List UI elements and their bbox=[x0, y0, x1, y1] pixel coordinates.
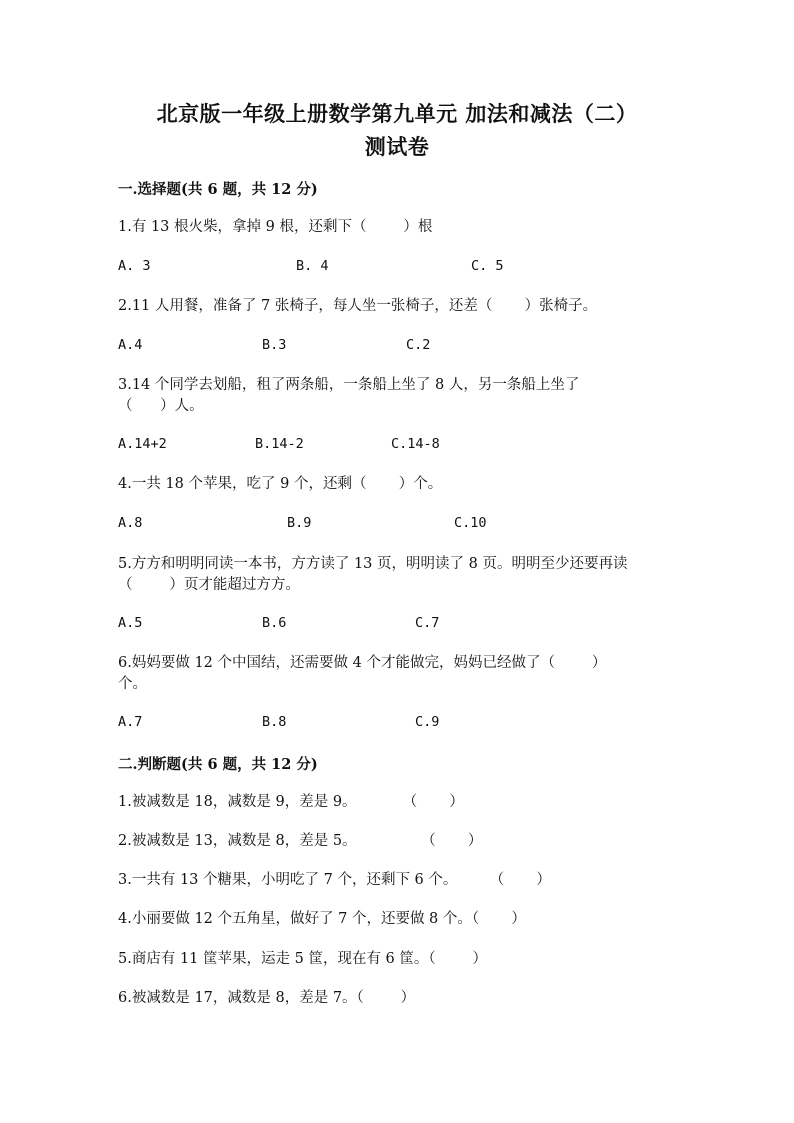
question-6-option-c: C.9 bbox=[415, 714, 440, 730]
judgment-item-2: 2.被减数是 13，减数是 8，差是 5。 （ ） bbox=[118, 833, 483, 849]
question-2-stem: 2.11 人用餐，准备了 7 张椅子，每人坐一张椅子，还差（ ）张椅子。 bbox=[118, 298, 598, 314]
question-5-option-a: A.5 bbox=[118, 615, 143, 631]
question-6-option-a: A.7 bbox=[118, 714, 143, 730]
question-3-stem-line2: （ ）人。 bbox=[118, 398, 204, 414]
question-1-option-a: A. 3 bbox=[118, 258, 151, 274]
question-2-option-a: A.4 bbox=[118, 337, 143, 353]
question-5-option-c: C.7 bbox=[415, 615, 440, 631]
judgment-item-3: 3.一共有 13 个糖果，小明吃了 7 个，还剩下 6 个。 （ ） bbox=[118, 872, 551, 888]
question-3-option-b: B.14-2 bbox=[255, 436, 304, 452]
question-4-stem: 4.一共 18 个苹果，吃了 9 个，还剩（ ）个。 bbox=[118, 476, 443, 492]
question-5-stem-line1: 5.方方和明明同读一本书，方方读了 13 页，明明读了 8 页。明明至少还要再读 bbox=[118, 556, 628, 572]
question-4-option-b: B.9 bbox=[287, 515, 312, 531]
question-1-option-c: C. 5 bbox=[471, 258, 504, 274]
judgment-item-4: 4.小丽要做 12 个五角星，做好了 7 个，还要做 8 个。（ ） bbox=[118, 911, 526, 927]
judgment-item-6: 6.被减数是 17，减数是 8，差是 7。（ ） bbox=[118, 990, 416, 1006]
question-3-option-c: C.14-8 bbox=[391, 436, 440, 452]
question-1-option-b: B. 4 bbox=[296, 258, 329, 274]
question-4-option-c: C.10 bbox=[454, 515, 487, 531]
judgment-item-1: 1.被减数是 18，减数是 9，差是 9。 （ ） bbox=[118, 794, 464, 810]
question-4-option-a: A.8 bbox=[118, 515, 143, 531]
question-5-stem-line2: （ ）页才能超过方方。 bbox=[118, 577, 300, 593]
question-6-stem-line1: 6.妈妈要做 12 个中国结，还需要做 4 个才能做完，妈妈已经做了（ ） bbox=[118, 655, 607, 671]
question-5-option-b: B.6 bbox=[262, 615, 287, 631]
question-6-option-b: B.8 bbox=[262, 714, 287, 730]
page-title: 北京版一年级上册数学第九单元 加法和减法（二） bbox=[156, 101, 638, 126]
question-2-option-b: B.3 bbox=[262, 337, 287, 353]
judgment-item-5: 5.商店有 11 筐苹果，运走 5 筐，现在有 6 筐。（ ） bbox=[118, 951, 488, 967]
section-heading-choice: 一.选择题(共 6 题，共 12 分) bbox=[118, 181, 318, 198]
section-heading-judgment: 二.判断题(共 6 题，共 12 分) bbox=[118, 756, 318, 773]
page-subtitle: 测试卷 bbox=[364, 134, 430, 159]
question-2-option-c: C.2 bbox=[406, 337, 431, 353]
question-1-stem: 1.有 13 根火柴，拿掉 9 根，还剩下（ ）根 bbox=[118, 219, 433, 235]
question-3-option-a: A.14+2 bbox=[118, 436, 167, 452]
question-3-stem-line1: 3.14 个同学去划船，租了两条船，一条船上坐了 8 人，另一条船上坐了 bbox=[118, 377, 580, 393]
question-6-stem-line2: 个。 bbox=[118, 676, 147, 692]
